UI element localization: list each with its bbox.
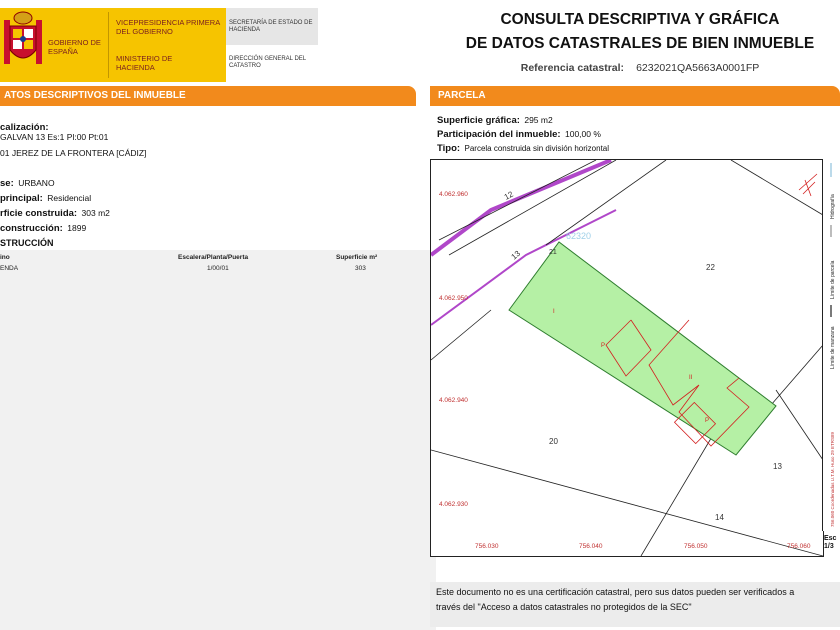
- building-label-4: P: [705, 418, 710, 424]
- superficie-row: rficie construida: 303 m2: [0, 208, 110, 219]
- clase-row: se: URBANO: [0, 178, 55, 189]
- parcel-number-20: 20: [549, 437, 558, 446]
- reference-line: [430, 62, 840, 74]
- coord-y-1: 4.062.960: [439, 191, 468, 198]
- anio-row: construcción: 1899: [0, 223, 87, 234]
- building-label-3: II: [689, 375, 693, 381]
- verification-notice: [430, 582, 840, 627]
- table-header-destino: ino: [0, 254, 10, 261]
- participacion-row: Participación del inmueble: 100,00 %: [437, 129, 601, 140]
- legend-drawing: [823, 159, 840, 531]
- secretaria: SECRETARÍA DE ESTADO DE HACIENDA: [229, 20, 313, 33]
- sup-grafica-row: Superficie gráfica: 295 m2: [437, 115, 553, 126]
- map-drawing: [431, 160, 823, 556]
- table-header-superficie: Superficie m²: [336, 254, 378, 261]
- legend-limite-parcela: Límite de parcela: [830, 260, 836, 299]
- construction-table: [0, 250, 436, 630]
- legend-coord-note: 756.060 Coordenadas U.T.M. Huso 29 ETRS89: [830, 431, 835, 527]
- parcel-number-21: 21: [549, 249, 557, 256]
- document-title-line2: DE DATOS CATASTRALES DE BIEN INMUEBLE: [465, 35, 815, 52]
- table-header-escalera: Escalera/Planta/Puerta: [178, 254, 249, 261]
- street-number-13: 13: [509, 248, 523, 262]
- coord-x-3: 756.050: [684, 543, 708, 550]
- table-cell-superficie: 303: [355, 265, 366, 272]
- coat-of-arms-logo: [0, 10, 46, 72]
- scale-label: Esc 1/3: [824, 535, 837, 550]
- coord-y-3: 4.062.940: [439, 397, 468, 404]
- document-title-line1: CONSULTA DESCRIPTIVA Y GRÁFICA: [500, 11, 780, 28]
- coord-x-2: 756.040: [579, 543, 603, 550]
- legend-limite-manzana: Límite de manzana: [830, 326, 836, 369]
- localizacion-label: calización:: [0, 122, 49, 133]
- coord-y-4: 4.062.930: [439, 501, 468, 508]
- cadastral-map: [430, 159, 824, 557]
- table-cell-escalera: 1/00/01: [207, 265, 229, 272]
- coord-y-2: 4.062.950: [439, 295, 468, 302]
- section-header-descriptive: ATOS DESCRIPTIVOS DEL INMUEBLE: [0, 86, 416, 106]
- coord-x-4: 756.060: [787, 543, 811, 550]
- notice-line2: través del "Acceso a datos catastrales no protegidos de la SEC": [436, 602, 692, 612]
- map-legend: [822, 159, 840, 531]
- address-line2: 01 JEREZ DE LA FRONTERA [CÁDIZ]: [0, 148, 147, 158]
- subject-parcel: [509, 242, 776, 455]
- notice-line1: Este documento no es una certificación catastral, pero sus datos pueden ser verificados a: [436, 587, 795, 597]
- table-cell-destino: ENDA: [0, 265, 19, 272]
- ref-value: 6232021QA5663A0001FP: [636, 62, 760, 74]
- header-divider: [108, 12, 109, 78]
- construccion-title: STRUCCIÓN: [0, 238, 54, 248]
- coord-x-1: 756.030: [475, 543, 499, 550]
- parcel-code: 62320: [566, 231, 592, 241]
- ref-label: Referencia catastral:: [520, 62, 625, 74]
- uso-row: principal: Residencial: [0, 193, 92, 204]
- parcel-number-13: 13: [773, 462, 782, 471]
- street-number-12: 12: [502, 189, 515, 202]
- building-label-2: P: [601, 343, 606, 349]
- legend-hidrografia: Hidrografía: [830, 194, 836, 219]
- north-arrow-icon: [799, 174, 817, 196]
- parcel-number-22: 22: [706, 263, 715, 272]
- ministerio: MINISTERIO DE HACIENDA: [116, 54, 173, 72]
- tipo-row: Tipo: Parcela construida sin división horizontal: [437, 143, 610, 154]
- gov-name: GOBIERNO DE ESPAÑA: [48, 38, 101, 56]
- vicepresidencia: VICEPRESIDENCIA PRIMERA DEL GOBIERNO: [116, 18, 220, 36]
- address-line1: GALVAN 13 Es:1 Pl:00 Pt:01: [0, 132, 109, 142]
- direccion-catastro: DIRECCIÓN GENERAL DEL CATASTRO: [229, 56, 306, 69]
- building-label-1: I: [553, 309, 555, 315]
- parcel-number-14: 14: [715, 513, 724, 522]
- section-header-parcela: PARCELA: [430, 86, 840, 106]
